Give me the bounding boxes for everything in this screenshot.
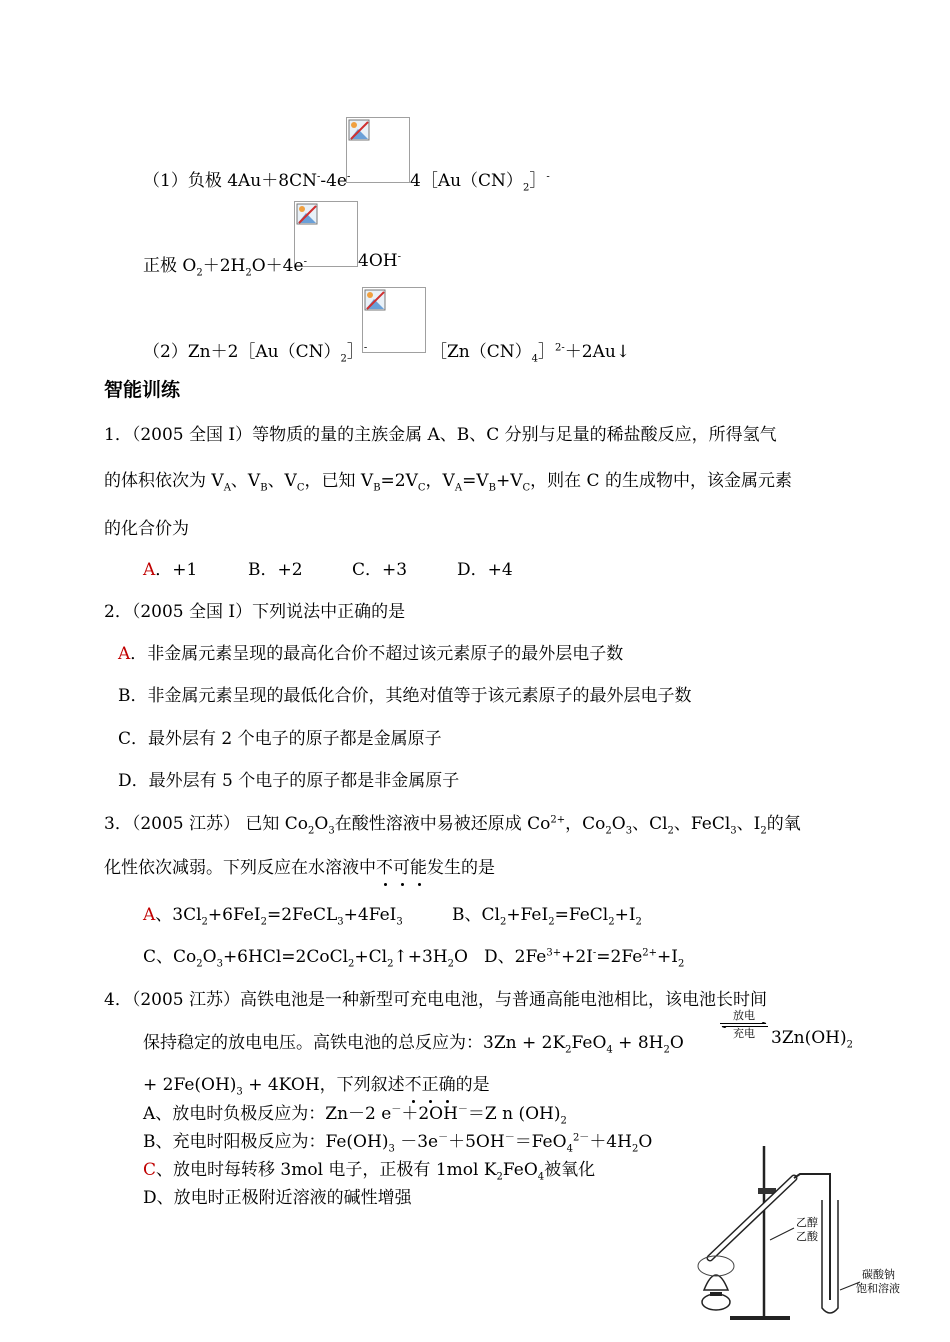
esterification-apparatus-diagram — [690, 1140, 920, 1330]
label-acetic-acid: 乙酸 — [796, 1230, 818, 1243]
reversible-arrow — [718, 1010, 770, 1044]
image-placeholder-icon — [296, 203, 318, 225]
q4-option-d: D、放电时正极附近溶液的碱性增强 — [143, 1188, 412, 1208]
q4-option-a: A、放电时负极反应为：Zn－2 e－＋2OH－＝Z n $(OH)_2$ — [143, 1104, 567, 1127]
q2-option-a: A．非金属元素呈现的最高化合价不超过该元素原子的最外层电子数 — [118, 644, 624, 664]
negative-electrode-equation: （1）负极 4Au＋8CN--4e- — [143, 171, 351, 191]
q1-option-c: C．+3 — [352, 560, 408, 580]
q3-line2: 化性依次减弱。下列反应在水溶液中不可能发生的是 — [104, 858, 495, 878]
q1-line3: 的化合价为 — [104, 519, 189, 539]
q4-line2: 保持稳定的放电电压。高铁电池的总反应为：$3Zn + 2K_2FeO_4 + 8H_2O$ — [143, 1033, 684, 1056]
positive-electrode-product: 4OH- — [358, 251, 401, 271]
q3-option-b: B、$Cl_2+FeI_2=FeCl_2+I_2$ — [452, 905, 642, 928]
arrow-label-charge: 充电 — [733, 1027, 755, 1040]
arrow-label-discharge: 放电 — [733, 1009, 755, 1022]
positive-electrode-equation: 正极 $O_2+2H_2O+4e^-$ — [143, 256, 307, 279]
q4-option-c: C、放电时每转移 3mol 电子，正极有 1mol $K_2FeO_4$被氧化 — [143, 1160, 596, 1183]
q3-option-a: A、$3Cl_2+6FeI_2=2FeCL_3+4FeI_3$ — [143, 905, 403, 928]
broken-image-1 — [346, 117, 410, 183]
zinc-reaction-product: $[Zn(CN)_4]^{2-}+2Au↓$ — [430, 342, 631, 365]
label-saturated-solution: 饱和溶液 — [856, 1282, 900, 1295]
q4-line2-end: $3Zn(OH)_2$ — [771, 1028, 853, 1051]
q2-stem: 2．（2005 全国 I）下列说法中正确的是 — [104, 602, 406, 622]
q1-option-a: A．+1 — [143, 560, 198, 580]
q2-option-c: C．最外层有 2 个电子的原子都是金属原子 — [118, 729, 442, 749]
broken-image-3 — [362, 287, 426, 353]
q4-line3: + $2Fe(OH)_3 + 4KOH$，下列叙述不正确的是 — [143, 1075, 490, 1098]
image-placeholder-icon — [364, 289, 386, 311]
negative-electrode-product: $4[Au(CN)_2]^-$ — [410, 171, 550, 194]
section-title: 智能训练 — [104, 379, 181, 401]
q2-option-b: B．非金属元素呈现的最低化合价，其绝对值等于该元素原子的最外层电子数 — [118, 686, 692, 706]
q1-option-d: D．+4 — [457, 560, 513, 580]
q2-option-d: D．最外层有 5 个电子的原子都是非金属原子 — [118, 771, 460, 791]
q4-option-b: B、充电时阳极反应为：$Fe(OH)_3 -3e^-+5OH^-=FeO_4^{2-}+4H_2O$ — [143, 1132, 653, 1155]
q1-line1: 1．（2005 全国 I）等物质的量的主族金属 A、B、C 分别与足量的稀盐酸反应，所得氢气 — [104, 425, 777, 445]
zinc-reaction-equation: $(2)Zn+2[Au(CN)_2]^-$ — [143, 342, 368, 365]
label-ethanol: 乙醇 — [796, 1216, 818, 1229]
q4-line1: 4．（2005 江苏）高铁电池是一种新型可充电电池，与普通高能电池相比，该电池长时间 — [104, 990, 767, 1010]
q3-option-c: C、$Co_2O_3+6HCl=2CoCl_2+Cl_2↑+3H_2O$ — [143, 947, 468, 970]
label-sodium-carbonate: 碳酸钠 — [862, 1268, 895, 1281]
q3-line1: 3．（2005 江苏） 已知 $Co_2O_3$在酸性溶液中易被还原成 $Co^{2+}$，$Co_2O_3$、$Cl_2$、FeCl$_3$、$I_2$的氧 — [104, 814, 801, 837]
q1-line2: 的体积依次为 $V_A$、$V_B$、$V_C$，已知 $V_B=2V_C$，$V_A=V_B+V_C$，则在 C 的生成物中，该金属元素 — [104, 471, 792, 494]
image-placeholder-icon — [348, 119, 370, 141]
q1-option-b: B．+2 — [248, 560, 303, 580]
q3-option-d: D、$2Fe^{3+}+2I^-=2Fe^{2+}+I_2$ — [484, 947, 685, 970]
